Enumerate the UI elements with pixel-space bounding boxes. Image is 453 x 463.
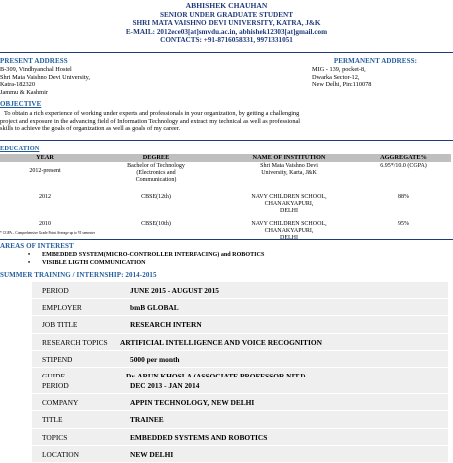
training-block-appin: [32, 377, 448, 463]
university-name: SHRI MATA VAISHNO DEVI UNIVERSITY, KATRA, J&K: [132, 19, 321, 28]
training-label: PERIOD: [42, 381, 69, 390]
education-institution: [222, 220, 356, 244]
present-address: [0, 66, 90, 96]
education-divider: [0, 239, 453, 240]
training-label: EMPLOYER: [42, 303, 82, 313]
bullet-icon: •: [28, 259, 31, 266]
training-value: TRAINEE: [130, 415, 164, 425]
education-aggregate: 95%: [398, 221, 409, 227]
training-label: TITLE: [42, 415, 63, 425]
education-degree: [90, 162, 222, 193]
training-value: APPIN TECHNOLOGY, NEW DELHI: [130, 398, 255, 408]
contacts-line: CONTACTS: +91-8716058331, 9971331051: [160, 36, 293, 45]
training-value: ARTIFICIAL INTELLIGENCE AND VOICE RECOGNITION: [120, 337, 322, 347]
present-address-line: Jammu & Kashmir: [0, 88, 48, 96]
objective-line: project and exposure in the advancing field of Information Technology and extract my technical as well as professional: [0, 117, 301, 125]
training-label: STIPEND: [42, 354, 73, 364]
education-institution: [222, 193, 356, 220]
column-header-institution: NAME OF INSTITUTION: [222, 154, 356, 162]
education-institution: [222, 162, 356, 193]
candidate-subtitle: SENIOR UNDER GRADUATE STUDENT: [159, 10, 294, 19]
permanent-address-line: MIG - 139, pocket-8,: [312, 66, 366, 73]
training-value: bmB GLOBAL: [130, 303, 179, 313]
training-label: PERIOD: [42, 286, 69, 295]
training-label: COMPANY: [42, 398, 79, 408]
interest-text: VISIBLE LIGTH COMMUNICATION: [42, 259, 146, 266]
column-header-aggregate: AGGREGATE%: [356, 154, 451, 162]
training-value: 5000 per month: [130, 354, 180, 364]
education-year: 2012-present: [29, 168, 61, 174]
column-header-year: YEAR: [0, 154, 90, 162]
present-address-line: B-309, Vindhyanchal Hostel: [0, 66, 72, 73]
present-address-line: Shri Mata Vaishno Devi University,: [0, 73, 90, 81]
column-header-degree: DEGREE: [90, 154, 222, 162]
training-value: RESEARCH INTERN: [130, 320, 202, 330]
objective-heading: OBJECTIVE: [0, 100, 42, 108]
training-row: [32, 429, 448, 446]
training-value: NEW DELHI: [130, 449, 174, 459]
bullet-icon: •: [28, 252, 31, 258]
education-degree: CBSE(12th): [141, 194, 171, 200]
institution-line: NAVY CHILDREN SCHOOL,: [251, 221, 327, 227]
present-address-line: Katra-182320: [0, 81, 35, 89]
education-aggregate: 88%: [398, 194, 409, 200]
table-row: [0, 193, 451, 220]
resume-header: [0, 2, 453, 45]
education-aggregate: 6.95*/10.0 (CGPA): [380, 163, 427, 169]
areas-of-interest-list: [28, 252, 264, 267]
training-row: [32, 446, 448, 463]
institution-line: Shri Mata Vaishno Devi: [260, 163, 318, 169]
degree-line: (Electronics and: [136, 169, 176, 176]
institution-line: CHANAKYAPURI,: [264, 200, 314, 207]
education-year: 2012: [39, 194, 51, 200]
training-value: DEC 2013 - JAN 2014: [130, 381, 200, 390]
institution-line: University, Karta, J&K: [261, 169, 317, 176]
email-line: E-MAIL: 2012ece03[at]smvdu.ac.in, abhishek12303[at]gmail.com: [125, 27, 328, 36]
education-degree: CBSE(10th): [141, 221, 171, 227]
training-label: LOCATION: [42, 449, 79, 459]
training-heading: SUMMER TRAINING / INTERNSHIP: 2014-2015: [0, 271, 157, 279]
training-row: [32, 299, 448, 316]
training-row: [32, 411, 448, 428]
training-label: JOB TITLE: [42, 320, 78, 330]
objective-text: [0, 110, 451, 133]
training-row: [32, 394, 448, 411]
training-row: [32, 377, 448, 394]
training-row: [32, 282, 448, 299]
permanent-address-heading: PERMANENT ADDRESS:: [333, 57, 417, 65]
training-value: EMBEDDED SYSTEMS AND ROBOTICS: [130, 432, 268, 442]
training-row: [32, 334, 448, 351]
degree-line: Communication): [135, 176, 177, 183]
list-item: [28, 252, 264, 260]
present-address-heading: PRESENT ADDRESS: [0, 57, 68, 65]
training-label: RESEARCH TOPICS: [42, 337, 108, 347]
permanent-address-line: Dwarka Sector-12,: [312, 73, 360, 81]
training-value: JUNE 2015 - AUGUST 2015: [130, 286, 219, 295]
candidate-name: ABHISHEK CHAUHAN: [185, 1, 268, 10]
education-table-header: [0, 154, 451, 162]
permanent-address-line: New Delhi, Pin:110078: [312, 81, 372, 89]
permanent-address: [312, 66, 371, 89]
areas-of-interest-heading: AREAS OF INTEREST: [0, 242, 74, 250]
education-heading: EDUCATION: [0, 145, 40, 152]
institution-line: CHANAKYAPURI,: [264, 227, 314, 234]
education-year: 2010: [39, 221, 51, 227]
degree-line: Bachelor of Technology: [127, 163, 185, 169]
training-label: TOPICS: [42, 432, 68, 442]
table-row: [0, 162, 451, 193]
institution-line: NAVY CHILDREN SCHOOL,: [251, 194, 327, 200]
cgpa-footnote: * CGPA – Comprehensive Grade Point Average up to VI semester: [0, 231, 95, 235]
objective-line: skills to achieve the goals of organization as well as goals of my career.: [0, 125, 180, 133]
objective-divider: [0, 140, 453, 141]
interest-text: EMBEDDED SYSTEM(MICRO-CONTROLLER INTERFACING) and ROBOTICS: [42, 252, 265, 258]
institution-line: DELHI: [280, 234, 298, 241]
list-item: [28, 260, 264, 268]
header-divider: [0, 52, 453, 53]
training-row: [32, 351, 448, 368]
training-row: [32, 316, 448, 333]
objective-line: To obtain a rich experience of working under experts and professionals in your organization, by getting a challenging: [4, 110, 300, 117]
institution-line: DELHI: [280, 207, 298, 214]
